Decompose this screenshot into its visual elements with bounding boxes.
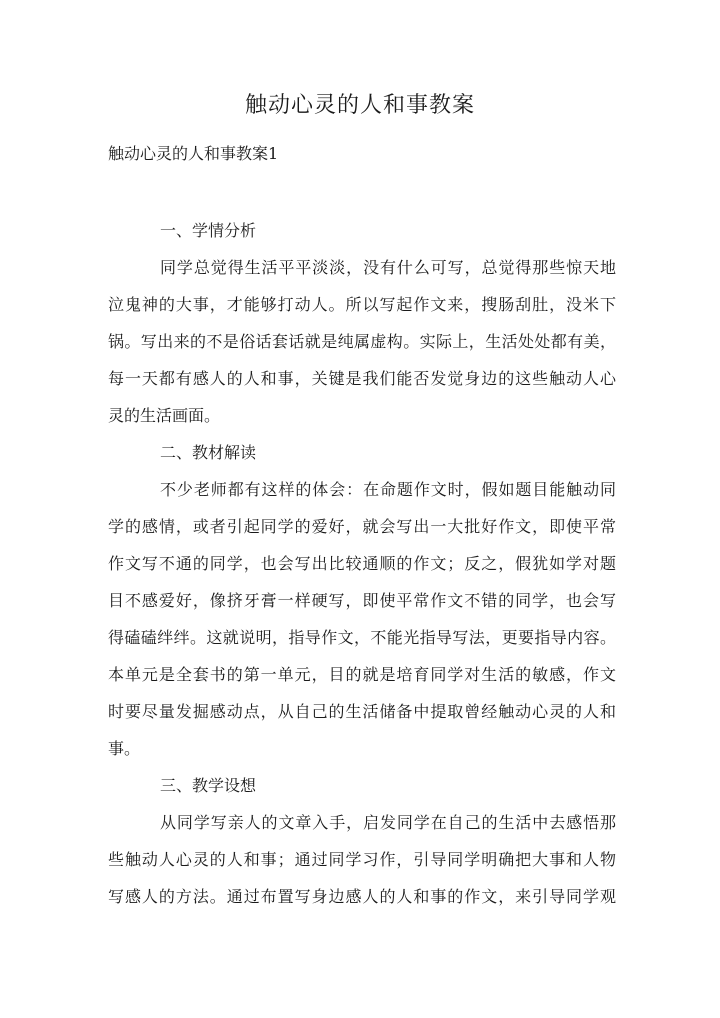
section-paragraph-1 — [108, 249, 616, 434]
paragraph-line: 锅。写出来的不是俗话套话就是纯属虚构。实际上，生活处处都有美， — [108, 332, 616, 351]
paragraph-line: 每一天都有感人的人和事，关键是我们能否发觉身边的这些触动人心 — [108, 369, 616, 388]
paragraph-line: 目不感爱好，像挤牙膏一样硬写，即使平常作文不错的同学，也会写 — [108, 591, 616, 610]
paragraph-line: 从同学写亲人的文章入手，启发同学在自己的生活中去感悟那 — [160, 813, 616, 832]
section-paragraph-2 — [108, 471, 616, 767]
section-heading-2: 二、教材解读 — [160, 443, 257, 462]
paragraph-line: 时要尽量发掘感动点，从自己的生活储备中提取曾经触动心灵的人和 — [108, 702, 616, 721]
paragraph-line: 泣鬼神的大事，才能够打动人。所以写起作文来，搜肠刮肚，没米下 — [108, 295, 616, 314]
section-heading-1: 一、学情分析 — [160, 221, 257, 240]
paragraph-line: 本单元是全套书的第一单元，目的就是培育同学对生活的敏感，作文 — [108, 665, 616, 684]
paragraph-line: 灵的生活画面。 — [108, 406, 221, 425]
document-body — [108, 212, 616, 915]
paragraph-line: 同学总觉得生活平平淡淡，没有什么可写，总觉得那些惊天地 — [160, 258, 616, 277]
paragraph-line: 作文写不通的同学，也会写出比较通顺的作文；反之，假犹如学对题 — [108, 554, 616, 573]
paragraph-line: 事。 — [108, 739, 141, 758]
paragraph-line: 写感人的方法。通过布置写身边感人的人和事的作文，来引导同学观 — [108, 887, 616, 906]
paragraph-line: 些触动人心灵的人和事；通过同学习作，引导同学明确把大事和人物 — [108, 850, 616, 869]
document-title: 触动心灵的人和事教案 — [244, 93, 475, 118]
section-paragraph-3 — [108, 804, 616, 915]
paragraph-line: 得磕磕绊绊。这就说明，指导作文，不能光指导写法，更要指导内容。 — [108, 628, 616, 647]
paragraph-line: 不少老师都有这样的体会：在命题作文时，假如题目能触动同 — [160, 480, 616, 499]
document-subtitle: 触动心灵的人和事教案1 — [108, 144, 279, 163]
section-heading-3: 三、教学设想 — [160, 776, 257, 795]
paragraph-line: 学的感情，或者引起同学的爱好，就会写出一大批好作文，即使平常 — [108, 517, 616, 536]
